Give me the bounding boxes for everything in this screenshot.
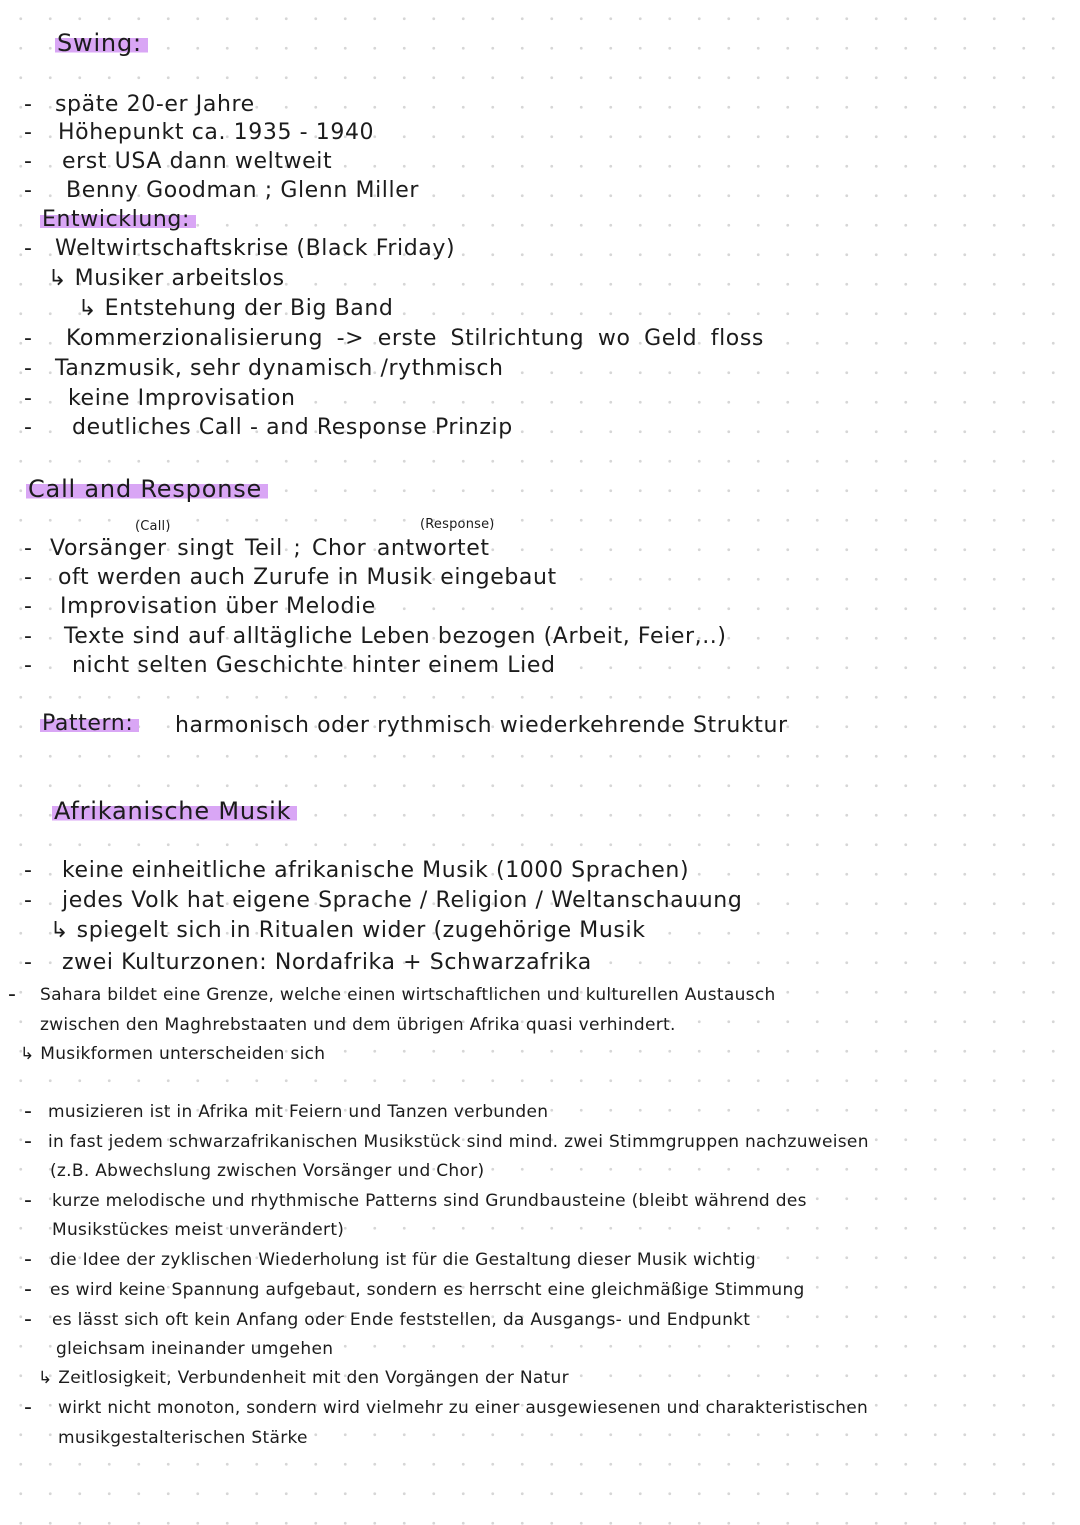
entwicklung-item: ↳ Musiker arbeitslos: [48, 266, 285, 291]
afrika-item: in fast jedem schwarzafrikanischen Musikstück sind mind. zwei Stimmgruppen nachzuweisen: [48, 1132, 869, 1152]
swing-title: [55, 30, 148, 56]
entwicklung-item: Weltwirtschaftskrise (Black Friday): [55, 236, 456, 261]
entwicklung-item: deutliches Call - and Response Prinzip: [72, 415, 513, 440]
bullet-dash: -: [24, 1188, 32, 1213]
afrika-title: [52, 798, 297, 824]
bullet-dash: -: [24, 594, 32, 619]
call-response-title: [26, 476, 268, 502]
afrika-item: es wird keine Spannung aufgebaut, sondern es herrscht eine gleichmäßige Stimmung: [50, 1280, 805, 1300]
bullet-dash: -: [24, 565, 32, 590]
bullet-dash: -: [24, 1099, 32, 1124]
swing-item: erst USA dann weltweit: [62, 149, 333, 174]
call-response-item: Vorsänger singt Teil ; Chor antwortet: [50, 536, 490, 561]
afrika-title-text: Afrikanische Musik: [52, 797, 297, 825]
response-annotation: (Response): [420, 517, 495, 532]
entwicklung-item: Kommerzionalisierung -> erste Stilrichtung wo Geld floss: [66, 326, 764, 351]
bullet-dash: -: [24, 536, 32, 561]
bullet-dash: -: [24, 92, 32, 117]
bullet-dash: -: [24, 624, 32, 649]
bullet-dash: -: [24, 1277, 32, 1302]
afrika-item: wirkt nicht monoton, sondern wird vielmehr zu einer ausgewiesenen und charakteristischen: [58, 1398, 869, 1418]
bullet-dash: -: [24, 858, 32, 883]
bullet-dash: -: [24, 888, 32, 913]
afrika-item: musizieren ist in Afrika mit Feiern und Tanzen verbunden: [48, 1102, 549, 1122]
afrika-item: ↳ Musikformen unterscheiden sich: [20, 1044, 326, 1064]
call-response-item: oft werden auch Zurufe in Musik eingebaut: [58, 565, 557, 590]
afrika-item: (z.B. Abwechslung zwischen Vorsänger und Chor): [50, 1161, 485, 1181]
afrika-item: zwei Kulturzonen: Nordafrika + Schwarzafrika: [62, 950, 592, 975]
entwicklung-title: [40, 207, 196, 233]
bullet-dash: -: [24, 178, 32, 203]
bullet-dash: -: [24, 236, 32, 261]
entwicklung-item: Tanzmusik, sehr dynamisch /rythmisch: [55, 356, 504, 381]
afrika-item: Sahara bildet eine Grenze, welche einen wirtschaftlichen und kulturellen Austausch: [40, 985, 776, 1005]
afrika-item: ↳ spiegelt sich in Ritualen wider (zugehörige Musik: [50, 918, 646, 943]
bullet-dash: -: [24, 415, 32, 440]
bullet-dash: -: [24, 356, 32, 381]
afrika-item: die Idee der zyklischen Wiederholung ist für die Gestaltung dieser Musik wichtig: [50, 1250, 756, 1270]
afrika-item: musikgestalterischen Stärke: [58, 1428, 308, 1448]
afrika-item: Musikstückes meist unverändert): [52, 1220, 345, 1240]
afrika-item: zwischen den Maghrebstaaten und dem übrigen Afrika quasi verhindert.: [40, 1015, 676, 1035]
bullet-dash: -: [24, 1247, 32, 1272]
bullet-dash: -: [24, 149, 32, 174]
swing-item: Höhepunkt ca. 1935 - 1940: [58, 120, 375, 145]
bullet-dash: -: [24, 653, 32, 678]
bullet-dash: -: [24, 326, 32, 351]
entwicklung-item: keine Improvisation: [68, 386, 296, 411]
call-response-title-text: Call and Response: [26, 475, 268, 503]
afrika-item: jedes Volk hat eigene Sprache / Religion / Weltanschauung: [62, 888, 743, 913]
bullet-dash: -: [24, 1129, 32, 1154]
afrika-item: ↳ Zeitlosigkeit, Verbundenheit mit den Vorgängen der Natur: [38, 1368, 569, 1388]
bullet-dash: -: [24, 120, 32, 145]
pattern-label: [40, 711, 139, 737]
pattern-label-text: Pattern:: [40, 711, 139, 736]
call-annotation: (Call): [135, 519, 171, 534]
bullet-dash: -: [24, 1395, 32, 1420]
swing-item: Benny Goodman ; Glenn Miller: [66, 178, 419, 203]
afrika-item: es lässt sich oft kein Anfang oder Ende feststellen, da Ausgangs- und Endpunkt: [52, 1310, 751, 1330]
entwicklung-item: ↳ Entstehung der Big Band: [78, 296, 394, 321]
bullet-dash: -: [24, 386, 32, 411]
call-response-item: Improvisation über Melodie: [60, 594, 376, 619]
bullet-dash: -: [8, 982, 16, 1007]
afrika-item: gleichsam ineinander umgehen: [56, 1339, 334, 1359]
swing-item: späte 20-er Jahre: [55, 92, 255, 117]
bullet-dash: -: [24, 950, 32, 975]
entwicklung-title-text: Entwicklung:: [40, 207, 196, 232]
afrika-item: keine einheitliche afrikanische Musik (1000 Sprachen): [62, 858, 690, 883]
afrika-item: kurze melodische und rhythmische Patterns sind Grundbausteine (bleibt während des: [52, 1191, 807, 1211]
call-response-item: Texte sind auf alltägliche Leben bezogen (Arbeit, Feier,..): [64, 624, 727, 649]
call-response-item: nicht selten Geschichte hinter einem Lied: [72, 653, 556, 678]
bullet-dash: -: [24, 1307, 32, 1332]
swing-title-text: Swing:: [55, 29, 148, 57]
pattern-text: harmonisch oder rythmisch wiederkehrende Struktur: [175, 713, 788, 738]
